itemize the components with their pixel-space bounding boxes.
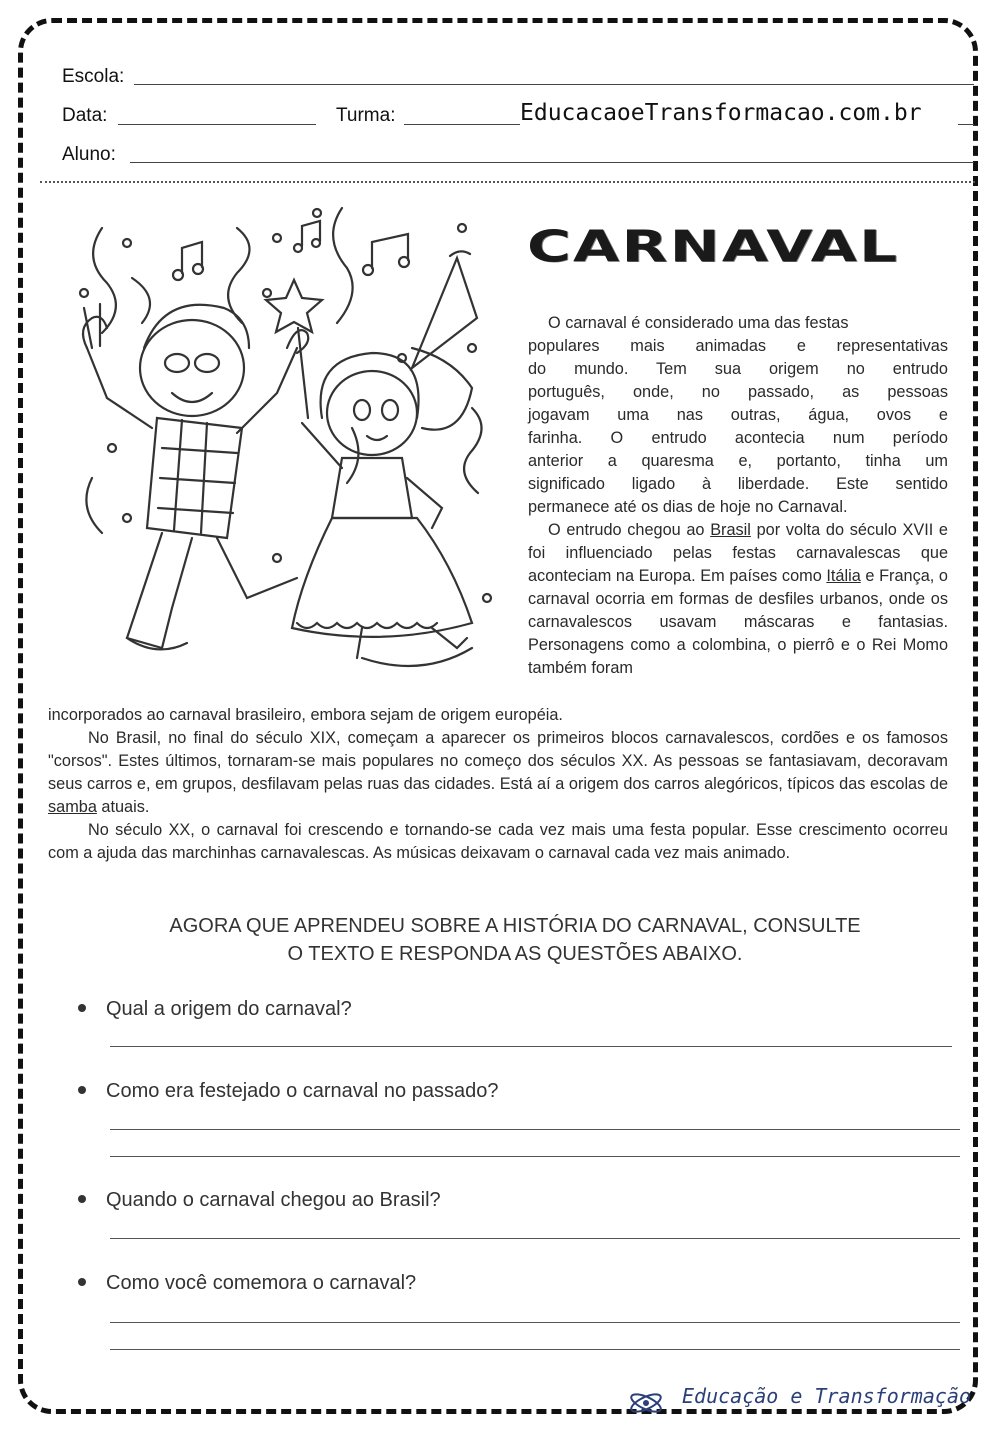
p1-line: populares mais animadas e representativas — [528, 337, 948, 355]
page-title: CARNAVAL — [527, 224, 900, 271]
p1-line: significado ligado à liberdade. Este sentido — [528, 475, 948, 493]
school-label: Escola: — [62, 66, 125, 87]
p1-line: farinha. O entrudo acontecia num período — [528, 429, 948, 447]
student-label: Aluno: — [62, 144, 116, 165]
instructions-line-1: AGORA QUE APRENDEU SOBRE A HISTÓRIA DO CARNAVAL, CONSULTE — [169, 915, 861, 937]
date-field[interactable] — [118, 124, 316, 125]
answer-line-2a[interactable] — [110, 1129, 960, 1130]
bullet-icon — [78, 1195, 86, 1203]
p2-text: O entrudo chegou ao — [548, 521, 711, 539]
class-field[interactable] — [404, 124, 520, 125]
header-separator — [40, 181, 975, 183]
p2-text: e França, o carnaval ocorria em formas de desfiles urbanos, onde os carnavalescos usavam máscaras e fantasias. Personagens como a colombina, o pierrô e o Rei Momo também foram — [528, 567, 948, 677]
atom-logo-icon — [628, 1386, 676, 1420]
school-field[interactable] — [134, 84, 974, 85]
paragraph-3 — [48, 727, 948, 819]
p1-line: permanece até os dias de hoje no Carnaval. — [528, 498, 848, 516]
p2-text: por volta do século XVII e foi influenciado pelas festas carnavalescas que aconteciam na Europa. Em países como — [528, 521, 948, 585]
footer-brand: Educação e Transformação — [682, 1384, 971, 1408]
p3-text: atuais. — [96, 798, 150, 816]
p1-line: anterior a quaresma e, portanto, tinha um — [528, 452, 948, 470]
answer-line-3[interactable] — [110, 1238, 960, 1239]
class-field-end — [958, 124, 974, 125]
question-text: Qual a origem do carnaval? — [106, 998, 352, 1020]
bullet-icon — [78, 1004, 86, 1012]
p3-text: No Brasil, no final do século XIX, começam a aparecer os primeiros blocos carnavalescos, cordões e os famosos "corsos". Estes últimos, tornaram-se mais populares no começo dos séculos XX. As pessoas se fantasiavam, decoravam seus carros e, em grupos, desfilavam pelas ruas das cidades. Está aí a origem dos carros alegóricos, típicos das escolas de — [48, 729, 948, 793]
class-label: Turma: — [336, 105, 396, 126]
question-4 — [78, 1272, 416, 1295]
instructions-line-2: O TEXTO E RESPONDA AS QUESTÕES ABAIXO. — [287, 943, 743, 965]
p1-line: do mundo. Tem sua origem no entrudo — [528, 360, 948, 378]
paragraph-2-tail: incorporados ao carnaval brasileiro, embora sejam de origem européia. — [48, 706, 563, 724]
answer-line-4a[interactable] — [110, 1322, 960, 1323]
paragraph-4: No século XX, o carnaval foi crescendo e tornando-se cada vez mais uma festa popular. Esse crescimento ocorreu com a ajuda das marchinhas carnavalescas. As músicas deixavam o carnaval cada vez mais animado. — [48, 821, 948, 862]
question-3 — [78, 1189, 441, 1212]
answer-line-4b[interactable] — [110, 1349, 960, 1350]
question-2 — [78, 1080, 498, 1103]
answer-line-2b[interactable] — [110, 1156, 960, 1157]
carnival-kids-illustration — [72, 198, 512, 676]
p1-line: jogavam uma nas outras, água, ovos e — [528, 406, 948, 424]
bullet-icon — [78, 1086, 86, 1094]
brasil-link[interactable]: Brasil — [710, 521, 751, 539]
student-field[interactable] — [130, 162, 974, 163]
question-1 — [78, 998, 352, 1021]
instructions — [60, 912, 970, 968]
bullet-icon — [78, 1278, 86, 1286]
paragraph-1 — [528, 312, 948, 519]
question-text: Como era festejado o carnaval no passado? — [106, 1080, 499, 1102]
italia-link[interactable]: Itália — [826, 567, 861, 585]
paragraph-2 — [528, 519, 948, 680]
website-url: EducacaoeTransformacao.com.br — [520, 100, 922, 126]
question-text: Quando o carnaval chegou ao Brasil? — [106, 1189, 441, 1211]
question-text: Como você comemora o carnaval? — [106, 1272, 417, 1294]
samba-link[interactable]: samba — [48, 798, 97, 816]
date-label: Data: — [62, 105, 108, 126]
answer-line-1[interactable] — [110, 1046, 952, 1047]
p1-line: O carnaval é considerado uma das festas — [548, 314, 849, 332]
p1-line: português, onde, no passado, as pessoas — [528, 383, 948, 401]
